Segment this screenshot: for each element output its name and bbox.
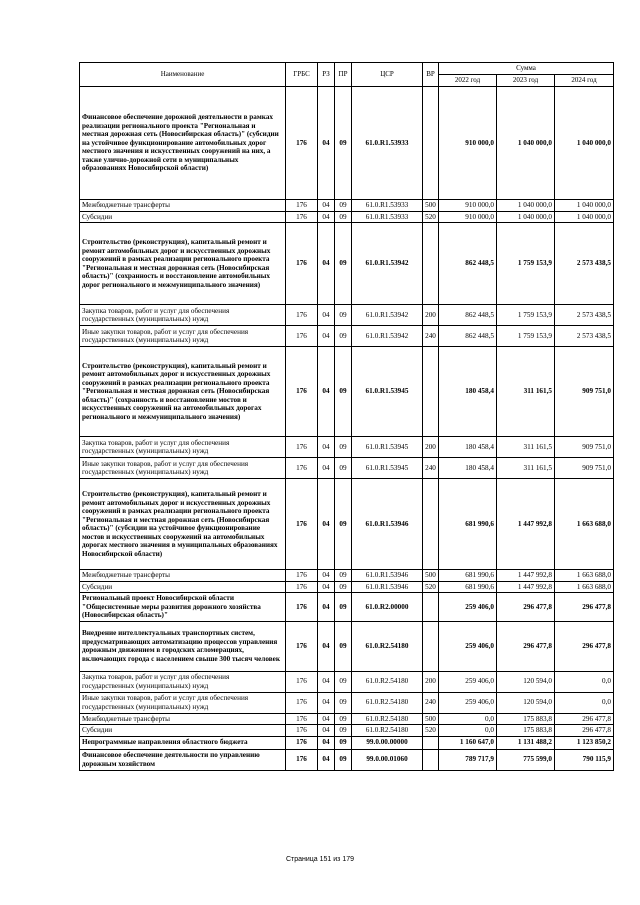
cell-y2024: 1 663 688,0 [555,570,614,582]
cell-y2023: 296 477,8 [497,593,555,622]
cell-name: Финансовое обеспечение деятельности по управлению дорожным хозяйством [80,749,286,770]
cell-rz: 04 [318,458,335,479]
header-csr: ЦСР [352,63,423,87]
header-name: Наименование [80,63,286,87]
header-sum: Сумма [439,63,614,75]
table-row [80,458,614,479]
table-row [80,200,614,212]
cell-y2022: 910 000,0 [439,211,497,223]
cell-y2024: 0,0 [555,671,614,692]
cell-rz: 04 [318,671,335,692]
cell-name: Субсидии [80,581,286,593]
cell-pr: 09 [335,593,352,622]
cell-y2024: 296 477,8 [555,713,614,725]
cell-y2023: 175 883,8 [497,713,555,725]
cell-vr [423,749,439,770]
cell-rz: 04 [318,437,335,458]
budget-table [79,62,614,771]
cell-y2022: 259 406,0 [439,621,497,671]
header-row-1 [80,63,614,75]
cell-y2022: 910 000,0 [439,200,497,212]
cell-csr: 99.0.00.01060 [352,749,423,770]
table-row [80,621,614,671]
cell-grbs: 176 [286,725,318,737]
cell-vr: 240 [423,326,439,347]
cell-vr [423,223,439,305]
cell-pr: 09 [335,736,352,749]
cell-y2023: 120 594,0 [497,671,555,692]
cell-vr: 200 [423,437,439,458]
cell-rz: 04 [318,581,335,593]
cell-rz: 04 [318,200,335,212]
cell-csr: 61.0.R1.53933 [352,211,423,223]
cell-name: Межбюджетные трансферты [80,200,286,212]
header-year-2023: 2023 год [497,75,555,87]
table-row [80,87,614,200]
cell-name: Иные закупки товаров, работ и услуг для обеспечения государственных (муниципальных) нужд [80,326,286,347]
cell-rz: 04 [318,593,335,622]
cell-y2024: 2 573 438,5 [555,223,614,305]
cell-vr: 520 [423,211,439,223]
cell-y2022: 180 458,4 [439,347,497,437]
cell-y2023: 311 161,5 [497,437,555,458]
cell-vr [423,593,439,622]
cell-grbs: 176 [286,671,318,692]
table-row [80,736,614,749]
cell-y2022: 910 000,0 [439,87,497,200]
cell-y2023: 1 040 000,0 [497,211,555,223]
cell-csr: 61.0.R1.53942 [352,326,423,347]
cell-name: Закупка товаров, работ и услуг для обеспечения государственных (муниципальных) нужд [80,305,286,326]
cell-y2024: 1 123 850,2 [555,736,614,749]
cell-csr: 61.0.R1.53942 [352,223,423,305]
cell-vr: 240 [423,692,439,713]
table-row [80,223,614,305]
cell-y2024: 1 040 000,0 [555,200,614,212]
cell-pr: 09 [335,713,352,725]
cell-rz: 04 [318,570,335,582]
cell-grbs: 176 [286,692,318,713]
cell-grbs: 176 [286,211,318,223]
header-pr: ПР [335,63,352,87]
table-row [80,692,614,713]
cell-pr: 09 [335,749,352,770]
cell-csr: 61.0.R1.53933 [352,87,423,200]
cell-grbs: 176 [286,437,318,458]
cell-grbs: 176 [286,326,318,347]
cell-y2022: 0,0 [439,725,497,737]
cell-y2022: 789 717,9 [439,749,497,770]
cell-pr: 09 [335,581,352,593]
cell-csr: 61.0.R1.53946 [352,581,423,593]
cell-y2024: 1 663 688,0 [555,581,614,593]
cell-vr [423,479,439,570]
cell-y2024: 909 751,0 [555,458,614,479]
cell-pr: 09 [335,437,352,458]
cell-y2023: 120 594,0 [497,692,555,713]
cell-y2023: 311 161,5 [497,458,555,479]
table-row [80,437,614,458]
header-rz: РЗ [318,63,335,87]
cell-name: Региональный проект Новосибирской области "Общесистемные меры развития дорожного хозяйства (Новосибирская область)" [80,593,286,622]
cell-pr: 09 [335,305,352,326]
page-number: Страница 151 из 179 [285,856,355,863]
cell-pr: 09 [335,570,352,582]
cell-pr: 09 [335,671,352,692]
cell-vr [423,347,439,437]
cell-vr: 500 [423,570,439,582]
cell-pr: 09 [335,223,352,305]
cell-csr: 61.0.R1.53946 [352,479,423,570]
table-row [80,593,614,622]
cell-csr: 61.0.R2.54180 [352,621,423,671]
cell-y2024: 1 040 000,0 [555,87,614,200]
table-row [80,570,614,582]
cell-rz: 04 [318,211,335,223]
cell-pr: 09 [335,347,352,437]
cell-rz: 04 [318,725,335,737]
cell-rz: 04 [318,347,335,437]
cell-csr: 61.0.R2.54180 [352,713,423,725]
cell-y2023: 1 447 992,8 [497,570,555,582]
cell-vr [423,87,439,200]
cell-name: Иные закупки товаров, работ и услуг для обеспечения государственных (муниципальных) нужд [80,458,286,479]
cell-pr: 09 [335,326,352,347]
cell-y2022: 862 448,5 [439,223,497,305]
cell-name: Внедрение интеллектуальных транспортных систем, предусматривающих автоматизацию процессов управления дорожным движением в городских агломерациях, включающих города с населением свыше 300 тысяч человек [80,621,286,671]
cell-csr: 61.0.R2.54180 [352,725,423,737]
cell-vr [423,736,439,749]
cell-y2024: 296 477,8 [555,621,614,671]
cell-grbs: 176 [286,305,318,326]
cell-rz: 04 [318,736,335,749]
cell-y2022: 1 160 647,0 [439,736,497,749]
table-row [80,749,614,770]
header-year-2024: 2024 год [555,75,614,87]
cell-vr: 200 [423,305,439,326]
cell-grbs: 176 [286,479,318,570]
table-row [80,671,614,692]
cell-name: Субсидии [80,211,286,223]
header-grbs: ГРБС [286,63,318,87]
cell-y2023: 311 161,5 [497,347,555,437]
cell-y2022: 259 406,0 [439,593,497,622]
cell-y2022: 180 458,4 [439,458,497,479]
cell-name: Строительство (реконструкция), капитальный ремонт и ремонт автомобильных дорог и искусственных дорожных сооружений в рамках реализации регионального проекта "Региональная и местная дорожная сеть (Новосибирская область)" (сохранность и восстановление автомобильных дорог регионального и межмуниципального значения) [80,223,286,305]
cell-grbs: 176 [286,581,318,593]
cell-pr: 09 [335,211,352,223]
cell-y2023: 1 040 000,0 [497,200,555,212]
table-row [80,211,614,223]
cell-name: Финансовое обеспечение дорожной деятельности в рамках реализации регионального проекта "Региональная и местная дорожная сеть (Новосибирская область)" (субсидии на устойчивое функционирование автомобильных дорог местного значения и искусственных сооружений на них, а также улично-дорожной сети в муниципальных образованиях Новосибирской области) [80,87,286,200]
cell-y2023: 1 759 153,9 [497,326,555,347]
cell-y2024: 909 751,0 [555,347,614,437]
cell-csr: 61.0.R1.53945 [352,437,423,458]
cell-grbs: 176 [286,87,318,200]
cell-y2023: 1 759 153,9 [497,223,555,305]
cell-rz: 04 [318,692,335,713]
cell-y2023: 296 477,8 [497,621,555,671]
cell-y2024: 2 573 438,5 [555,305,614,326]
cell-name: Закупка товаров, работ и услуг для обеспечения государственных (муниципальных) нужд [80,671,286,692]
cell-y2023: 175 883,8 [497,725,555,737]
header-year-2022: 2022 год [439,75,497,87]
table-row [80,347,614,437]
cell-csr: 61.0.R2.54180 [352,671,423,692]
cell-vr: 200 [423,671,439,692]
cell-grbs: 176 [286,570,318,582]
cell-name: Строительство (реконструкция), капитальный ремонт и ремонт автомобильных дорог и искусственных дорожных сооружений в рамках реализации регионального проекта "Региональная и местная дорожная сеть (Новосибирская область)" (субсидии на устойчивое функционирование мостов и искусственных сооружений на автомобильных дорогах местного значения в муниципальных образованиях Новосибирской области) [80,479,286,570]
cell-csr: 61.0.R1.53945 [352,347,423,437]
cell-rz: 04 [318,87,335,200]
table-row [80,581,614,593]
cell-rz: 04 [318,305,335,326]
table-row [80,326,614,347]
cell-csr: 61.0.R1.53942 [352,305,423,326]
table-row [80,479,614,570]
cell-y2024: 0,0 [555,692,614,713]
cell-name: Субсидии [80,725,286,737]
cell-y2022: 0,0 [439,713,497,725]
cell-y2023: 775 599,0 [497,749,555,770]
cell-pr: 09 [335,458,352,479]
cell-grbs: 176 [286,458,318,479]
cell-y2024: 296 477,8 [555,725,614,737]
cell-y2023: 1 447 992,8 [497,479,555,570]
cell-name: Строительство (реконструкция), капитальный ремонт и ремонт автомобильных дорог и искусственных дорожных сооружений в рамках реализации регионального проекта "Региональная и местная дорожная сеть (Новосибирская область)" (сохранность и восстановление мостов и искусственных сооружений на автомобильных дорогах регионального и межмуниципального значения) [80,347,286,437]
cell-y2022: 681 990,6 [439,479,497,570]
cell-pr: 09 [335,692,352,713]
cell-csr: 61.0.R2.54180 [352,692,423,713]
cell-grbs: 176 [286,200,318,212]
cell-rz: 04 [318,621,335,671]
cell-grbs: 176 [286,621,318,671]
cell-y2024: 296 477,8 [555,593,614,622]
cell-name: Межбюджетные трансферты [80,570,286,582]
cell-grbs: 176 [286,593,318,622]
cell-vr: 500 [423,713,439,725]
cell-y2024: 1 663 688,0 [555,479,614,570]
cell-y2023: 1 131 488,2 [497,736,555,749]
cell-y2023: 1 447 992,8 [497,581,555,593]
cell-pr: 09 [335,200,352,212]
cell-y2023: 1 040 000,0 [497,87,555,200]
table-row [80,713,614,725]
cell-y2022: 180 458,4 [439,437,497,458]
cell-y2022: 862 448,5 [439,326,497,347]
table-row [80,725,614,737]
cell-y2024: 909 751,0 [555,437,614,458]
cell-pr: 09 [335,87,352,200]
cell-y2022: 259 406,0 [439,671,497,692]
cell-y2023: 1 759 153,9 [497,305,555,326]
cell-y2022: 681 990,6 [439,581,497,593]
cell-rz: 04 [318,326,335,347]
cell-vr: 520 [423,725,439,737]
cell-grbs: 176 [286,347,318,437]
cell-y2022: 681 990,6 [439,570,497,582]
cell-y2024: 790 115,9 [555,749,614,770]
cell-vr: 240 [423,458,439,479]
cell-grbs: 176 [286,736,318,749]
cell-rz: 04 [318,713,335,725]
cell-grbs: 176 [286,713,318,725]
cell-pr: 09 [335,725,352,737]
cell-name: Межбюджетные трансферты [80,713,286,725]
cell-pr: 09 [335,479,352,570]
cell-y2022: 862 448,5 [439,305,497,326]
cell-grbs: 176 [286,749,318,770]
cell-csr: 61.0.R1.53945 [352,458,423,479]
cell-name: Закупка товаров, работ и услуг для обеспечения государственных (муниципальных) нужд [80,437,286,458]
cell-csr: 61.0.R1.53933 [352,200,423,212]
cell-y2022: 259 406,0 [439,692,497,713]
cell-y2024: 2 573 438,5 [555,326,614,347]
cell-vr [423,621,439,671]
cell-vr: 520 [423,581,439,593]
cell-vr: 500 [423,200,439,212]
cell-name: Непрограммные направления областного бюджета [80,736,286,749]
cell-pr: 09 [335,621,352,671]
header-vr: ВР [423,63,439,87]
cell-csr: 99.0.00.00000 [352,736,423,749]
cell-csr: 61.0.R1.53946 [352,570,423,582]
table-row [80,305,614,326]
cell-grbs: 176 [286,223,318,305]
cell-rz: 04 [318,749,335,770]
cell-csr: 61.0.R2.00000 [352,593,423,622]
cell-name: Иные закупки товаров, работ и услуг для обеспечения государственных (муниципальных) нужд [80,692,286,713]
cell-rz: 04 [318,223,335,305]
cell-rz: 04 [318,479,335,570]
cell-y2024: 1 040 000,0 [555,211,614,223]
